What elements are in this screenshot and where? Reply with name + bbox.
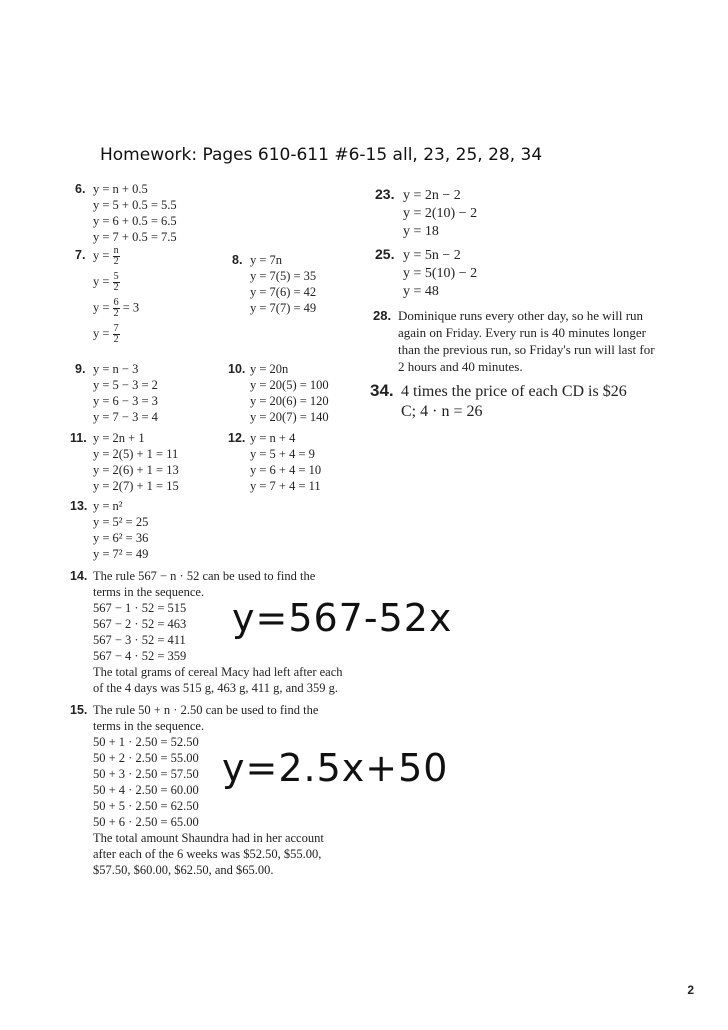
solution-line: y = 7 + 0.5 = 7.5 bbox=[93, 230, 177, 244]
solution-line: 2 hours and 40 minutes. bbox=[398, 359, 523, 374]
solution-line: 50 + 4 · 2.50 = 60.00 bbox=[93, 783, 199, 797]
solution-line: 50 + 1 · 2.50 = 52.50 bbox=[93, 735, 199, 749]
fraction: $\frac{5}{2}$ bbox=[113, 271, 119, 293]
solution-line: y = 5(10) − 2 bbox=[403, 266, 478, 281]
solution-line: y = 2(5) + 1 = 11 bbox=[93, 447, 179, 461]
solution-line: y = n² bbox=[93, 499, 123, 513]
problem-15 bbox=[70, 702, 324, 878]
solution-line: y = n − 3 bbox=[93, 362, 139, 376]
solution-line: y = 5 + 4 = 9 bbox=[250, 447, 315, 461]
problem-number: 13. bbox=[70, 499, 88, 513]
solution-line: y = 6 + 0.5 = 6.5 bbox=[93, 214, 177, 228]
solution-line: 50 + 3 · 2.50 = 57.50 bbox=[93, 767, 199, 781]
solution-line: $57.50, $60.00, $62.50, and $65.00. bbox=[93, 863, 274, 877]
solution-line: 4 times the price of each CD is $26 bbox=[401, 383, 627, 400]
problem-13 bbox=[70, 498, 148, 562]
solution-line: y = 48 bbox=[403, 284, 439, 299]
problem-number: 7. bbox=[75, 248, 86, 263]
solution-line: y = 6 − 3 = 3 bbox=[93, 394, 158, 408]
problem-8 bbox=[232, 252, 316, 316]
solution-line: after each of the 6 weeks was $52.50, $55.00, bbox=[93, 847, 322, 861]
problem-number: 12. bbox=[228, 431, 246, 445]
solution-line: y = 2(7) + 1 = 15 bbox=[93, 479, 179, 493]
solution-line: The total grams of cereal Macy had left after each bbox=[93, 665, 343, 679]
solution-text: y = bbox=[93, 248, 110, 263]
solution-line: 567 − 4 · 52 = 359 bbox=[93, 649, 187, 663]
solution-line: C; 4 · n = 26 bbox=[401, 403, 483, 420]
problem-number: 28. bbox=[373, 308, 392, 323]
problem-6 bbox=[75, 181, 177, 245]
page-number: 2 bbox=[687, 983, 694, 997]
problem-12 bbox=[228, 430, 321, 494]
problem-number: 25. bbox=[375, 246, 395, 262]
problem-23 bbox=[375, 185, 477, 241]
problem-34 bbox=[370, 381, 627, 422]
solution-text: y = bbox=[93, 326, 110, 341]
problem-number: 10. bbox=[228, 362, 246, 376]
solution-line: 567 − 1 · 52 = 515 bbox=[93, 601, 187, 615]
solution-line: y = 7(7) = 49 bbox=[250, 301, 317, 315]
problem-7 bbox=[75, 246, 139, 350]
problem-25 bbox=[375, 245, 477, 301]
solution-line: of the 4 days was 515 g, 463 g, 411 g, and 359 g. bbox=[93, 681, 338, 695]
handwritten-rule-15: y=2.5x+50 bbox=[222, 746, 449, 790]
solution-line: y = 2n + 1 bbox=[93, 431, 145, 445]
solution-line: 50 + 5 · 2.50 = 62.50 bbox=[93, 799, 199, 813]
solution-line: y = 18 bbox=[403, 224, 439, 239]
solution-line: The total amount Shaundra had in her account bbox=[93, 831, 324, 845]
solution-line: y = n + 0.5 bbox=[93, 182, 148, 196]
problem-number: 8. bbox=[232, 253, 243, 267]
solution-line: y = 7 − 3 = 4 bbox=[93, 410, 158, 424]
solution-line: 50 + 2 · 2.50 = 55.00 bbox=[93, 751, 199, 765]
solution-line: The rule 567 − n · 52 can be used to find the bbox=[93, 569, 316, 583]
fraction: $\frac{7}{2}$ bbox=[113, 323, 119, 345]
solution-line: 567 − 2 · 52 = 463 bbox=[93, 617, 187, 631]
solution-line: y = 7 + 4 = 11 bbox=[250, 479, 321, 493]
solution-line: y = 7n bbox=[250, 253, 283, 267]
solution-line: y = 7(5) = 35 bbox=[250, 269, 317, 283]
solution-line: y = 5n − 2 bbox=[403, 248, 461, 263]
problem-number: 34. bbox=[370, 381, 394, 400]
solution-line: again on Friday. Every run is 40 minutes longer bbox=[398, 325, 646, 340]
solution-line: y = n + 4 bbox=[250, 431, 296, 445]
solution-line: y = 20(7) = 140 bbox=[250, 410, 329, 424]
solution-line: y = 5² = 25 bbox=[93, 515, 149, 529]
solution-line: y = 2n − 2 bbox=[403, 188, 461, 203]
solution-line: y = 5 − 3 = 2 bbox=[93, 378, 158, 392]
solution-line: y = 2(10) − 2 bbox=[403, 206, 478, 221]
handwritten-rule-14: y=567-52x bbox=[232, 596, 453, 640]
solution-text: = 3 bbox=[122, 300, 140, 315]
problem-number: 11. bbox=[70, 431, 87, 445]
solution-line: 50 + 6 · 2.50 = 65.00 bbox=[93, 815, 199, 829]
solution-line: y = 6² = 36 bbox=[93, 531, 149, 545]
homework-header: Homework: Pages 610-611 #6-15 all, 23, 25, 28, 34 bbox=[100, 145, 543, 165]
solution-line: y = 7² = 49 bbox=[93, 547, 149, 561]
solution-line: y = 5 + 0.5 = 5.5 bbox=[93, 198, 177, 212]
solution-text: y = bbox=[93, 274, 110, 289]
problem-number: 23. bbox=[375, 186, 395, 202]
problem-number: 6. bbox=[75, 182, 86, 196]
solution-text: y = bbox=[93, 300, 110, 315]
solution-line: y = 6 + 4 = 10 bbox=[250, 463, 322, 477]
solution-line: y = 7(6) = 42 bbox=[250, 285, 317, 299]
solution-line: y = 20(6) = 120 bbox=[250, 394, 329, 408]
problem-28 bbox=[373, 307, 655, 375]
fraction: $\frac{6}{2}$ bbox=[113, 297, 119, 319]
solution-line: Dominique runs every other day, so he will run bbox=[398, 308, 644, 323]
solution-line: than the previous run, so Friday's run will last for bbox=[398, 342, 655, 357]
solution-line: 567 − 3 · 52 = 411 bbox=[93, 633, 186, 647]
solution-line: y = 20n bbox=[250, 362, 289, 376]
fraction: $\frac{n}{2}$ bbox=[113, 245, 119, 267]
problem-number: 14. bbox=[70, 569, 88, 583]
solution-line: terms in the sequence. bbox=[93, 719, 205, 733]
solution-line: terms in the sequence. bbox=[93, 585, 205, 599]
problem-9 bbox=[75, 361, 158, 425]
solution-line: The rule 50 + n · 2.50 can be used to find the bbox=[93, 703, 319, 717]
solution-line: y = 20(5) = 100 bbox=[250, 378, 329, 392]
problem-number: 15. bbox=[70, 703, 88, 717]
problem-11 bbox=[70, 430, 179, 494]
problem-10 bbox=[228, 361, 329, 425]
problem-number: 9. bbox=[75, 362, 86, 376]
solution-line: y = 2(6) + 1 = 13 bbox=[93, 463, 179, 477]
